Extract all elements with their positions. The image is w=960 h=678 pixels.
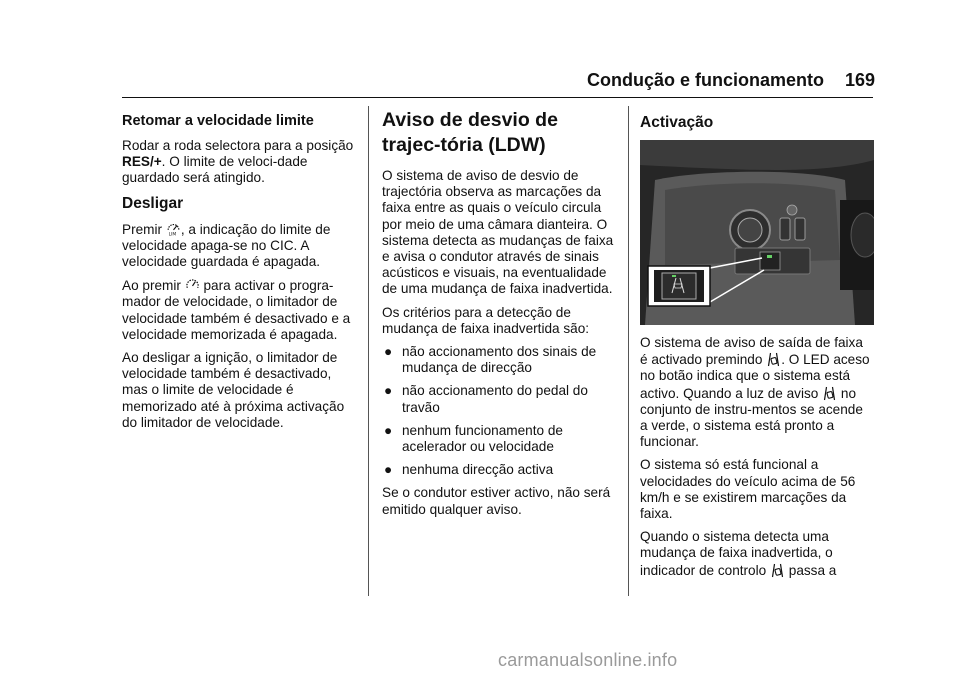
criteria-list bbox=[382, 344, 618, 478]
ldw-paragraph-2: Os critérios para a detecção de mudança de faixa inadvertida são: bbox=[382, 304, 590, 336]
off-paragraph-3: Ao desligar a ignição, o limitador de velocidade também é desactivado, mas o limite de velocidade é memorizado até à próxima activação do limitador de velocidade. bbox=[122, 350, 345, 430]
list-item: ● nenhum funcionamento de acelerador ou velocidade bbox=[384, 422, 563, 455]
ldw-paragraph-1: O sistema de aviso de desvio de trajectória observa as marcações da faixa entre as quais o veículo circula por meio de uma câmara dianteira. O sistema detecta as mudanças de faixa e avisa o condutor através de sinais acústicos e visuais, na eventualidade de uma mudança de faixa inadvertida. bbox=[382, 168, 614, 297]
lane-departure-icon bbox=[766, 351, 781, 367]
heading-resume: Retomar a velocidade limite bbox=[122, 113, 314, 129]
cruise-control-icon bbox=[185, 277, 200, 293]
header-rule bbox=[122, 97, 873, 98]
column-divider bbox=[368, 106, 369, 596]
lane-departure-icon bbox=[822, 385, 837, 401]
activation-paragraph-3: Quando o sistema detecta uma mudança de faixa inadvertida, o indicador de controlo passa a bbox=[640, 529, 837, 578]
lane-departure-icon bbox=[770, 562, 785, 578]
res-plus-label: RES/+ bbox=[122, 154, 162, 170]
list-item: ● não accionamento do pedal do travão bbox=[384, 383, 588, 415]
page-header bbox=[0, 0, 960, 100]
activation-paragraph-2: O sistema só está funcional a velocidades do veículo acima de 56 km/h e se existirem marcações da faixa. bbox=[640, 457, 856, 522]
heading-activation: Activação bbox=[640, 114, 714, 131]
off-paragraph-2: Ao premir para activar o progra-mador de velocidade, o limitador de velocidade também é desactivado e a velocidade memorizada é apagada. bbox=[122, 278, 351, 342]
speed-limiter-icon bbox=[166, 221, 181, 237]
column-divider bbox=[628, 106, 629, 596]
column-3 bbox=[640, 106, 874, 586]
list-item: ● nenhuma direcção activa bbox=[384, 462, 554, 478]
resume-paragraph: Rodar a roda selectora para a posição RES/+. O limite de veloci-dade guardado será atingido. bbox=[122, 138, 354, 186]
dashboard-switch-photo bbox=[640, 140, 874, 325]
column-2 bbox=[382, 106, 618, 525]
heading-ldw: Aviso de desvio de trajec-tória (LDW) bbox=[382, 109, 558, 156]
page-number: 169 bbox=[845, 70, 876, 90]
watermark: carmanualsonline.info bbox=[498, 650, 678, 670]
column-1 bbox=[122, 106, 354, 438]
activation-paragraph-1: O sistema de aviso de saída de faixa é activado premindo . O LED aceso no botão indica que o sistema está activo. Quando a luz de aviso no conjunto de instru-mentos se acende a verde, o sistema está pronto a funcionar. bbox=[640, 335, 870, 450]
off-paragraph-1: Premir LIM , a indicação do limite de velocidade apaga-se no CIC. A velocidade guardada é apagada. bbox=[122, 221, 331, 270]
header-title: Condução e funcionamento bbox=[587, 70, 825, 90]
svg-text:LIM: LIM bbox=[168, 232, 177, 237]
ldw-paragraph-3: Se o condutor estiver activo, não será emitido qualquer aviso. bbox=[382, 485, 611, 517]
list-item: ● não accionamento dos sinais de mudança de direcção bbox=[384, 344, 597, 376]
heading-off: Desligar bbox=[122, 194, 184, 212]
